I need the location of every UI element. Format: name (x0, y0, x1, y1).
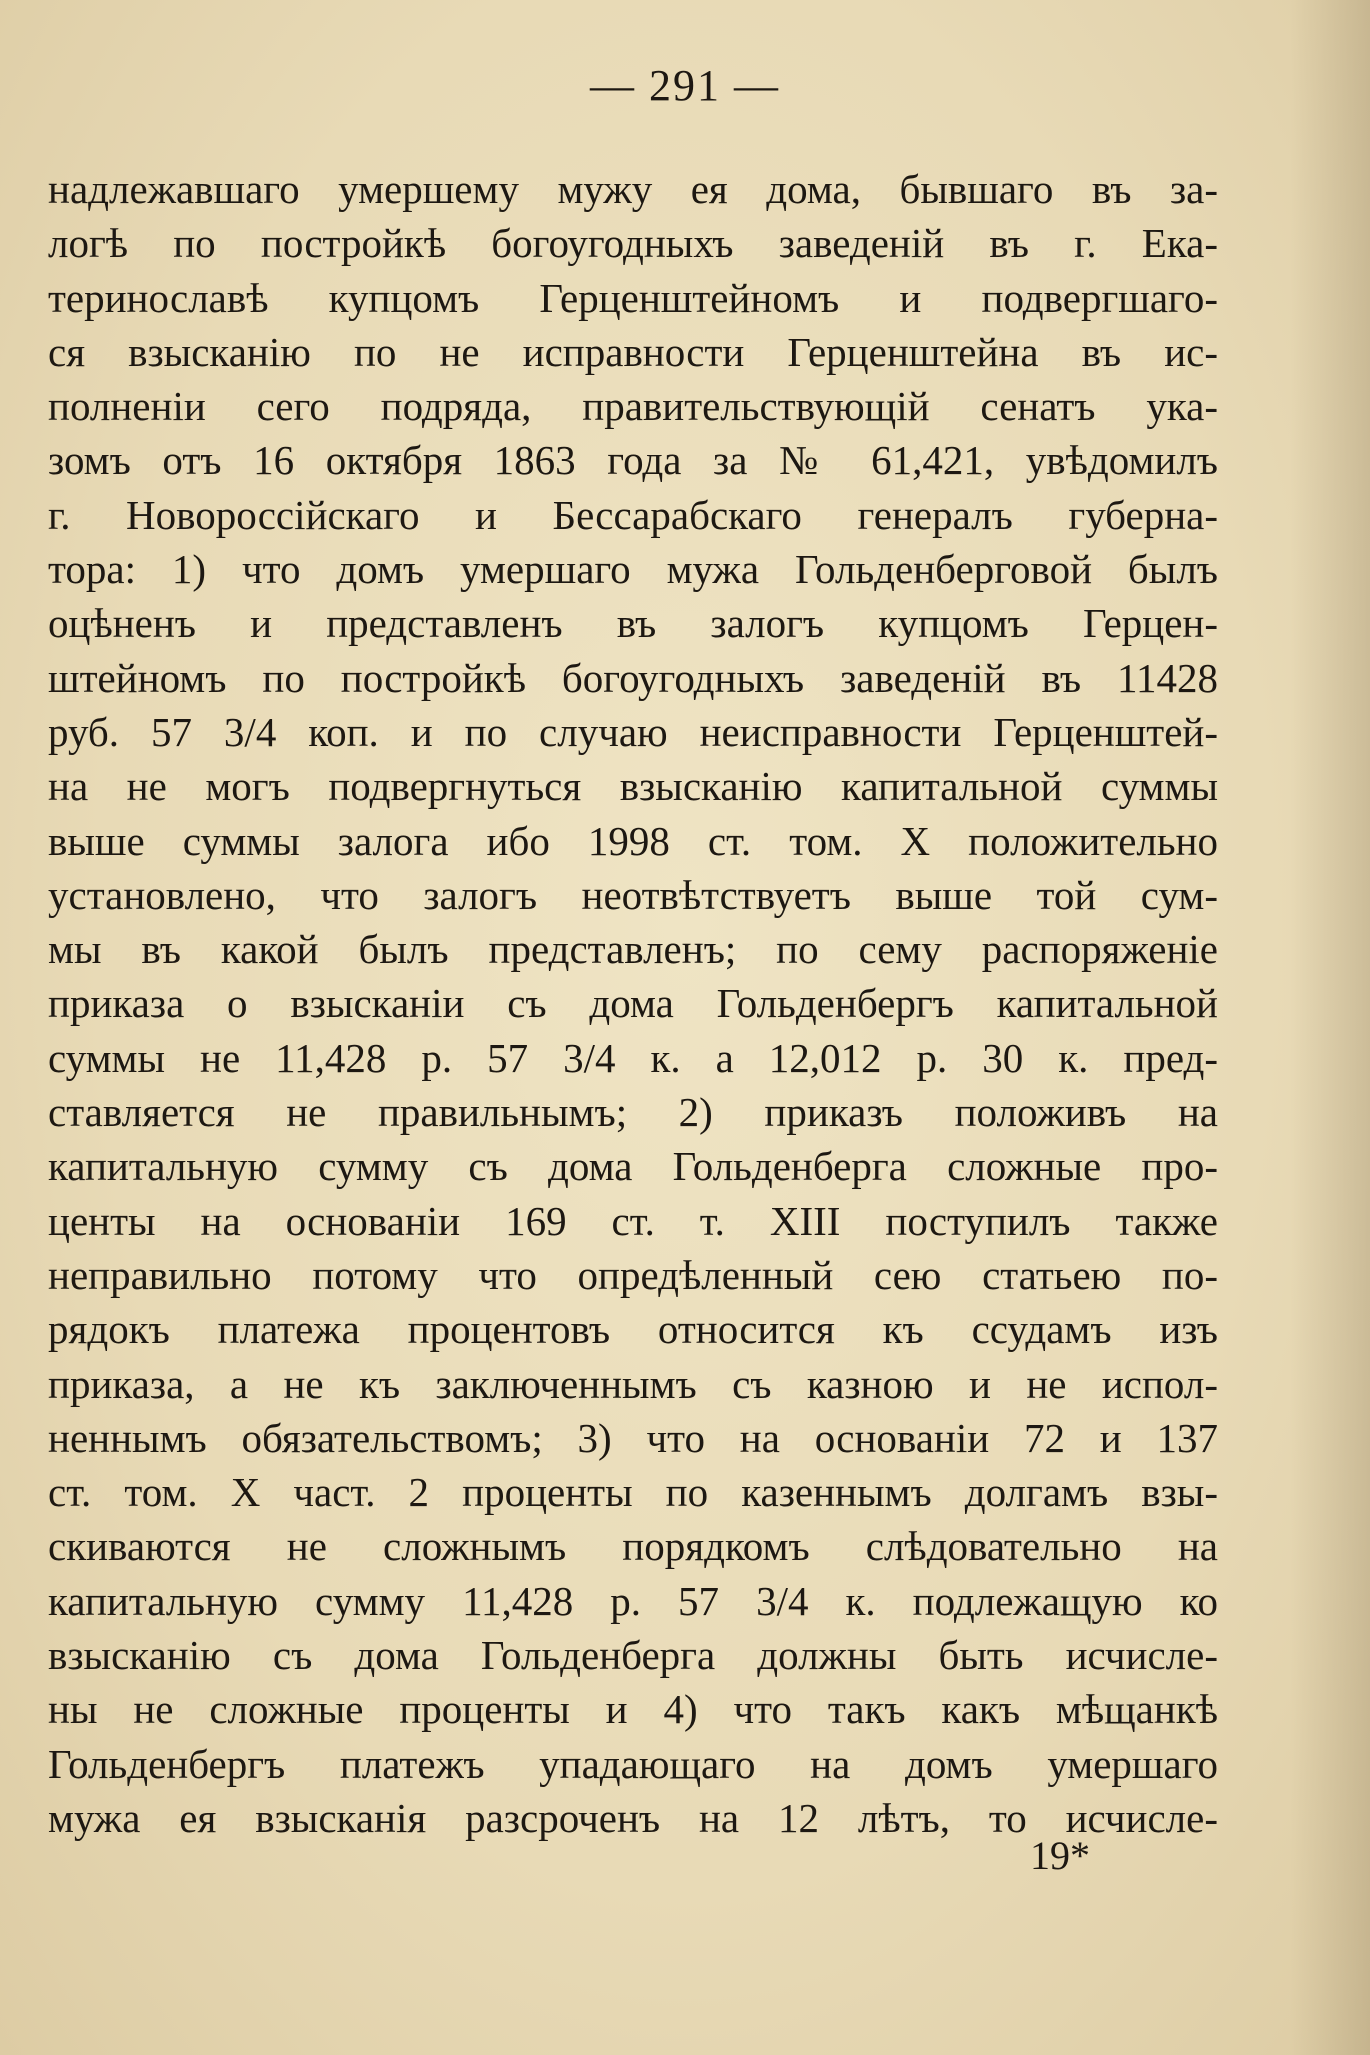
text-line: оцѣненъ и представленъ въ залогъ купцомъ Герцен- (48, 600, 1218, 647)
text-line: центы на основаніи 169 ст. т. XIII поступилъ также (48, 1197, 1218, 1244)
text-line: установлено, что залогъ неотвѣтствуетъ выше той сум- (48, 871, 1218, 918)
text-line: полненіи сего подряда, правительствующій сенатъ ука- (48, 383, 1218, 430)
text-line: выше суммы залога ибо 1998 ст. том. X положительно (48, 817, 1218, 864)
text-line: тора: 1) что домъ умершаго мужа Гольденберговой былъ (48, 546, 1218, 593)
text-line: ся взысканію по не исправности Герценштейна въ ис- (48, 328, 1218, 375)
text-line: мы въ какой былъ представленъ; по сему распоряженіе (48, 926, 1218, 973)
text-line: надлежавшаго умершему мужу ея дома, бывшаго въ за- (48, 166, 1218, 212)
text-line: взысканію съ дома Гольденберга должны быть исчисле- (48, 1632, 1218, 1679)
text-line: приказа о взысканіи съ дома Гольденбергъ капитальной (48, 980, 1218, 1027)
text-line: неннымъ обязательствомъ; 3) что на основаніи 72 и 137 (48, 1414, 1218, 1461)
text-line: на не могъ подвергнуться взысканію капитальной суммы (48, 763, 1218, 810)
signature-mark: 19* (1030, 1833, 1090, 1878)
text-line: суммы не 11,428 р. 57 3/4 к. а 12,012 р. 30 к. пред- (48, 1034, 1218, 1081)
text-line: капитальную сумму съ дома Гольденберга сложные про- (48, 1143, 1218, 1190)
text-line: зомъ отъ 16 октября 1863 года за № 61,421, увѣдомилъ (48, 437, 1218, 484)
text-line: скиваются не сложнымъ порядкомъ слѣдовательно на (48, 1523, 1218, 1570)
text-line: капитальную сумму 11,428 р. 57 3/4 к. подлежащую ко (48, 1577, 1218, 1624)
text-line: ставляется не правильнымъ; 2) приказъ положивъ на (48, 1089, 1218, 1136)
text-line: г. Новороссійскаго и Бессарабскаго генералъ губерна- (48, 491, 1218, 538)
text-line: логѣ по постройкѣ богоугодныхъ заведеній въ г. Ека- (48, 220, 1218, 267)
text-line: мужа ея взысканія разсроченъ на 12 лѣтъ, то исчисле- (48, 1794, 1218, 1841)
text-line: штейномъ по постройкѣ богоугодныхъ заведеній въ 11428 (48, 654, 1218, 701)
text-line: неправильно потому что опредѣленный сею статьею по- (48, 1251, 1218, 1298)
body-text (48, 162, 1218, 1845)
text-line: ст. том. X част. 2 проценты по казеннымъ долгамъ взы- (48, 1469, 1218, 1516)
text-line: теринославѣ купцомъ Герценштейномъ и подвергшаго- (48, 274, 1218, 321)
text-line: приказа, а не къ заключеннымъ съ казною и не испол- (48, 1360, 1218, 1407)
text-line: руб. 57 3/4 коп. и по случаю неисправности Герценштей- (48, 708, 1218, 755)
text-line: Гольденбергъ платежъ упадающаго на домъ умершаго (48, 1740, 1218, 1787)
page-number: — 291 — (590, 61, 780, 110)
text-line: ны не сложные проценты и 4) что такъ какъ мѣщанкѣ (48, 1686, 1218, 1733)
page-edge-shadow (1290, 0, 1370, 2055)
text-line: рядокъ платежа процентовъ относится къ ссудамъ изъ (48, 1306, 1218, 1353)
